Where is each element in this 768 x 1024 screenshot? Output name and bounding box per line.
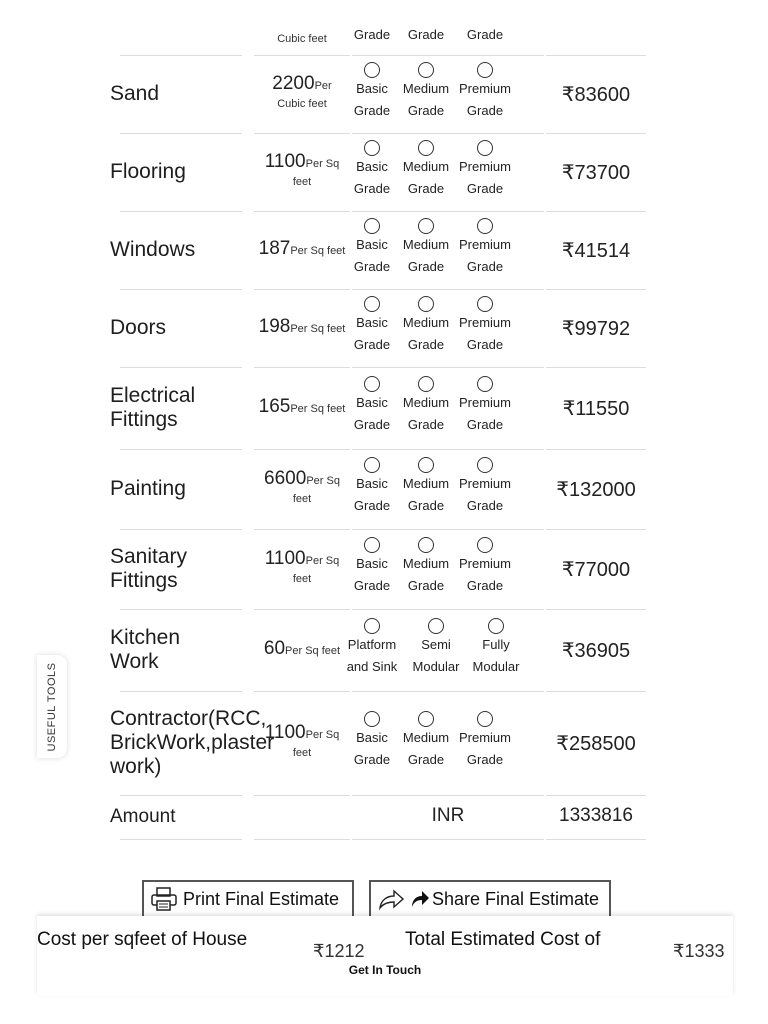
grade-option[interactable] bbox=[395, 711, 457, 771]
rate-value: 1100 bbox=[264, 548, 306, 569]
grade-option-sublabel: Grade bbox=[466, 498, 504, 513]
amount-cell bbox=[546, 450, 646, 530]
rate-value: 60 bbox=[263, 638, 286, 659]
grade-option-label: Premium bbox=[458, 315, 511, 330]
share-estimate-button[interactable] bbox=[369, 880, 611, 918]
rate-unit: Per Sq feet bbox=[290, 403, 346, 415]
rate-value: 187 bbox=[258, 238, 291, 259]
table-row bbox=[120, 0, 646, 56]
cost-per-sqft-label: Cost per sqfeet of House bbox=[37, 929, 248, 950]
grade-options-cell bbox=[346, 610, 544, 692]
item-name: Contractor(RCC, BrickWork,plaster work) bbox=[110, 707, 275, 778]
table-row bbox=[110, 56, 646, 134]
grade-option-sublabel: Grade bbox=[407, 498, 445, 513]
rate-unit: Per Sq bbox=[305, 729, 340, 741]
item-name-cell bbox=[110, 450, 252, 530]
grade-option[interactable] bbox=[341, 618, 403, 678]
table-row bbox=[110, 692, 646, 796]
grade-option-sublabel: Grade bbox=[353, 578, 391, 593]
rate-value: 6600 bbox=[264, 468, 307, 489]
get-in-touch-link[interactable]: Get In Touch bbox=[348, 963, 422, 977]
grade-option-sublabel: Grade bbox=[353, 417, 391, 432]
grade-option[interactable] bbox=[454, 537, 516, 597]
row-divider bbox=[254, 839, 350, 840]
total-label: Amount bbox=[110, 806, 176, 827]
grade-option-label: Premium bbox=[458, 159, 511, 174]
grade-option-sublabel: Grade bbox=[353, 27, 391, 42]
grade-option-label: Basic bbox=[356, 159, 388, 174]
rate-unit: Per Sq feet bbox=[285, 645, 341, 657]
amount-value: ₹36905 bbox=[561, 640, 631, 662]
rate-cell bbox=[254, 290, 350, 368]
radio-button[interactable] bbox=[477, 140, 493, 156]
total-estimated-cost-label: Total Estimated Cost of bbox=[405, 929, 601, 950]
rate-text bbox=[254, 722, 350, 759]
grade-option-label: Medium bbox=[402, 237, 450, 252]
grade-option-sublabel: Grade bbox=[466, 103, 504, 118]
grade-option-label: Semi bbox=[421, 637, 451, 652]
radio-button[interactable] bbox=[418, 140, 434, 156]
grade-option-label: Basic bbox=[356, 476, 388, 491]
amount-cell bbox=[546, 530, 646, 610]
grade-option-sublabel: Grade bbox=[407, 103, 445, 118]
grade-option-label: Basic bbox=[356, 730, 388, 745]
grade-option-label: Premium bbox=[458, 81, 511, 96]
grade-option[interactable] bbox=[395, 24, 457, 46]
grade-option-label: Premium bbox=[458, 556, 511, 571]
table-row bbox=[110, 610, 646, 692]
rate-text bbox=[254, 468, 350, 505]
grade-option-sublabel: Grade bbox=[407, 752, 445, 767]
amount-value: ₹77000 bbox=[561, 559, 631, 581]
rate-unit-line2: feet bbox=[292, 493, 312, 505]
grade-option[interactable] bbox=[454, 711, 516, 771]
radio-button[interactable] bbox=[477, 457, 493, 473]
grade-option-label: Basic bbox=[356, 81, 388, 96]
grade-option[interactable] bbox=[454, 140, 516, 200]
amount-cell bbox=[546, 290, 646, 368]
rate-unit: Per Sq bbox=[305, 555, 340, 567]
grade-option-sublabel: Grade bbox=[353, 181, 391, 196]
grade-option-sublabel: Grade bbox=[353, 103, 391, 118]
grade-option[interactable] bbox=[395, 62, 457, 122]
useful-tools-tab[interactable] bbox=[37, 655, 67, 758]
radio-button[interactable] bbox=[418, 62, 434, 78]
rate-unit: Per Sq feet bbox=[290, 245, 346, 257]
grade-options-cell bbox=[352, 450, 544, 530]
grade-option-label: Medium bbox=[402, 476, 450, 491]
grade-option-label: Premium bbox=[458, 395, 511, 410]
grade-option[interactable] bbox=[395, 140, 457, 200]
grade-option[interactable] bbox=[341, 218, 403, 278]
total-value-cell bbox=[546, 796, 646, 840]
radio-button[interactable] bbox=[428, 618, 444, 634]
table-row bbox=[110, 212, 646, 290]
grade-option-sublabel: Grade bbox=[466, 181, 504, 196]
grade-option[interactable] bbox=[341, 711, 403, 771]
radio-button[interactable] bbox=[477, 62, 493, 78]
radio-button[interactable] bbox=[364, 296, 380, 312]
share-estimate-label: Share Final Estimate bbox=[432, 888, 600, 909]
grade-option[interactable] bbox=[341, 296, 403, 356]
grade-option-label: Medium bbox=[402, 730, 450, 745]
rate-cell bbox=[254, 212, 350, 290]
rate-text bbox=[254, 316, 350, 338]
rate-cell bbox=[254, 450, 350, 530]
rate-cell bbox=[254, 134, 350, 212]
total-row bbox=[110, 796, 646, 840]
rate-text bbox=[254, 73, 350, 110]
radio-button[interactable] bbox=[364, 62, 380, 78]
grade-option-sublabel: Grade bbox=[466, 578, 504, 593]
rate-unit-line2: feet bbox=[292, 176, 312, 188]
radio-button[interactable] bbox=[364, 457, 380, 473]
total-value: 1333816 bbox=[559, 805, 633, 826]
rate-cell bbox=[254, 692, 350, 796]
amount-value: ₹83600 bbox=[561, 84, 631, 106]
grade-option-sublabel: Grade bbox=[353, 752, 391, 767]
item-name-cell bbox=[110, 290, 252, 368]
grade-option-sublabel: Grade bbox=[353, 498, 391, 513]
rate-value: 165 bbox=[258, 396, 291, 417]
total-currency: INR bbox=[431, 805, 465, 826]
grade-option-sublabel: Grade bbox=[466, 417, 504, 432]
rate-unit: Cubic feet bbox=[277, 33, 327, 45]
rate-cell bbox=[254, 530, 350, 610]
amount-value: ₹258500 bbox=[556, 733, 636, 755]
grade-option-sublabel: Grade bbox=[407, 578, 445, 593]
grade-option[interactable] bbox=[454, 376, 516, 436]
grade-option-label: Premium bbox=[458, 237, 511, 252]
amount-cell bbox=[546, 56, 646, 134]
radio-button[interactable] bbox=[418, 376, 434, 392]
item-name-cell bbox=[110, 0, 252, 56]
grade-option-label: Medium bbox=[402, 159, 450, 174]
radio-button[interactable] bbox=[364, 376, 380, 392]
item-name: Flooring bbox=[110, 160, 186, 183]
grade-option-sublabel: Grade bbox=[466, 259, 504, 274]
grade-option[interactable] bbox=[395, 376, 457, 436]
grade-option[interactable] bbox=[405, 618, 467, 678]
grade-option-label: Basic bbox=[356, 395, 388, 410]
row-divider bbox=[546, 839, 646, 840]
grade-option-sublabel: Grade bbox=[353, 259, 391, 274]
grade-option-sublabel: Grade bbox=[466, 752, 504, 767]
print-estimate-label: Print Final Estimate bbox=[183, 888, 340, 909]
cost-per-sqft-value: ₹1212 bbox=[313, 941, 365, 961]
item-name: Kitchen Work bbox=[110, 626, 181, 673]
amount-value: ₹41514 bbox=[561, 240, 631, 262]
rate-unit: Per Sq bbox=[305, 158, 340, 170]
grade-options-cell bbox=[352, 692, 544, 796]
item-name-cell bbox=[110, 134, 252, 212]
table-row bbox=[110, 450, 646, 530]
grade-option[interactable] bbox=[395, 218, 457, 278]
grade-option-label: Premium bbox=[458, 730, 511, 745]
radio-button[interactable] bbox=[488, 618, 504, 634]
radio-button[interactable] bbox=[364, 218, 380, 234]
item-name-cell bbox=[110, 610, 252, 692]
item-name-cell bbox=[110, 368, 252, 450]
radio-button[interactable] bbox=[477, 218, 493, 234]
item-name-cell bbox=[110, 530, 252, 610]
grade-option[interactable] bbox=[395, 296, 457, 356]
rate-unit-line2: feet bbox=[292, 747, 312, 759]
footer-summary-bar bbox=[37, 916, 733, 996]
amount-value: ₹132000 bbox=[556, 479, 636, 501]
grade-option-label: Medium bbox=[402, 395, 450, 410]
row-divider bbox=[352, 839, 544, 840]
grade-option-sublabel: Grade bbox=[407, 259, 445, 274]
amount-value: ₹73700 bbox=[561, 162, 631, 184]
item-name-cell bbox=[110, 212, 252, 290]
useful-tools-label: USEFUL TOOLS bbox=[46, 662, 58, 751]
row-divider bbox=[120, 839, 242, 840]
radio-button[interactable] bbox=[364, 537, 380, 553]
amount-value: ₹99792 bbox=[561, 318, 631, 340]
item-name-cell bbox=[110, 692, 275, 796]
total-estimated-cost-value: ₹1333 bbox=[673, 941, 725, 961]
grade-option[interactable] bbox=[341, 24, 403, 46]
rate-unit: Per bbox=[314, 80, 332, 92]
item-name-cell bbox=[110, 56, 252, 134]
rate-cell bbox=[254, 368, 350, 450]
item-name: Doors bbox=[110, 316, 167, 339]
amount-cell bbox=[546, 610, 646, 692]
grade-option[interactable] bbox=[465, 618, 527, 678]
grade-option-label: Premium bbox=[458, 476, 511, 491]
grade-options-cell bbox=[352, 0, 544, 56]
rate-text bbox=[254, 26, 350, 48]
rate-unit-line2: Cubic feet bbox=[277, 98, 327, 110]
amount-value: ₹11550 bbox=[562, 398, 630, 420]
printer-icon bbox=[150, 886, 178, 912]
radio-button[interactable] bbox=[477, 537, 493, 553]
grade-option-label: Basic bbox=[356, 315, 388, 330]
rate-cell bbox=[254, 0, 350, 56]
item-name: Windows bbox=[110, 238, 196, 261]
total-currency-cell bbox=[352, 796, 544, 840]
table-row bbox=[110, 134, 646, 212]
amount-cell bbox=[546, 692, 646, 796]
grade-option[interactable] bbox=[454, 457, 516, 517]
amount-cell bbox=[546, 368, 646, 450]
grade-option[interactable] bbox=[454, 24, 516, 46]
radio-button[interactable] bbox=[418, 457, 434, 473]
rate-value: 1100 bbox=[264, 722, 306, 743]
grade-options-cell bbox=[352, 134, 544, 212]
grade-option-sublabel: Grade bbox=[407, 27, 445, 42]
rate-text bbox=[254, 548, 350, 585]
grade-option[interactable] bbox=[454, 218, 516, 278]
grade-options-cell bbox=[352, 530, 544, 610]
grade-option-label: Medium bbox=[402, 556, 450, 571]
rate-value: 198 bbox=[258, 316, 291, 337]
grade-option-sublabel: Grade bbox=[466, 27, 504, 42]
radio-button[interactable] bbox=[418, 537, 434, 553]
rate-unit: Per Sq feet bbox=[290, 323, 346, 335]
estimate-table bbox=[110, 0, 646, 842]
grade-options-cell bbox=[352, 368, 544, 450]
rate-unit-line2: feet bbox=[292, 573, 312, 585]
radio-button[interactable] bbox=[477, 376, 493, 392]
grade-option-label: Medium bbox=[402, 81, 450, 96]
radio-button[interactable] bbox=[364, 140, 380, 156]
grade-option[interactable] bbox=[395, 457, 457, 517]
radio-button[interactable] bbox=[418, 711, 434, 727]
rate-text bbox=[254, 151, 350, 188]
grade-option[interactable] bbox=[341, 62, 403, 122]
grade-option-sublabel: Modular bbox=[412, 659, 460, 674]
grade-option[interactable] bbox=[341, 140, 403, 200]
print-estimate-button[interactable] bbox=[142, 880, 354, 918]
grade-option-label: Basic bbox=[356, 556, 388, 571]
table-row bbox=[110, 530, 646, 610]
grade-option-sublabel: and Sink bbox=[346, 659, 398, 674]
radio-button[interactable] bbox=[477, 296, 493, 312]
grade-options-cell bbox=[352, 290, 544, 368]
table-row bbox=[110, 290, 646, 368]
radio-button[interactable] bbox=[364, 711, 380, 727]
rate-value: 2200 bbox=[272, 73, 315, 94]
rate-cell bbox=[254, 56, 350, 134]
item-name: Electrical Fittings bbox=[110, 384, 196, 431]
rate-value: 1100 bbox=[264, 151, 306, 172]
grade-option[interactable] bbox=[454, 296, 516, 356]
grade-option[interactable] bbox=[341, 537, 403, 597]
amount-cell bbox=[546, 134, 646, 212]
grade-option-label: Fully bbox=[482, 637, 510, 652]
rate-text bbox=[254, 638, 350, 660]
rate-text bbox=[254, 238, 350, 260]
radio-button[interactable] bbox=[418, 296, 434, 312]
rate-text bbox=[254, 396, 350, 418]
total-empty-cell bbox=[254, 796, 350, 840]
rate-cell bbox=[254, 610, 350, 692]
grade-option-sublabel: Grade bbox=[353, 337, 391, 352]
total-label-cell bbox=[110, 796, 252, 840]
grade-option-sublabel: Grade bbox=[407, 181, 445, 196]
grade-option[interactable] bbox=[341, 376, 403, 436]
share-icon bbox=[410, 889, 430, 909]
grade-option-sublabel: Grade bbox=[407, 337, 445, 352]
grade-option[interactable] bbox=[341, 457, 403, 517]
amount-cell bbox=[546, 0, 646, 56]
amount-cell bbox=[546, 212, 646, 290]
grade-option-sublabel: Grade bbox=[466, 337, 504, 352]
item-name: Sand bbox=[110, 82, 160, 105]
item-name: Painting bbox=[110, 477, 186, 500]
grade-option[interactable] bbox=[454, 62, 516, 122]
radio-button[interactable] bbox=[418, 218, 434, 234]
grade-option-sublabel: Grade bbox=[407, 417, 445, 432]
share-outline-icon bbox=[377, 886, 405, 912]
radio-button[interactable] bbox=[364, 618, 380, 634]
grade-options-cell bbox=[352, 56, 544, 134]
grade-option-sublabel: Modular bbox=[472, 659, 520, 674]
grade-options-cell bbox=[352, 212, 544, 290]
item-name: Sanitary Fittings bbox=[110, 545, 188, 592]
rate-unit: Per Sq bbox=[306, 475, 340, 487]
grade-option-label: Platform bbox=[347, 637, 397, 652]
grade-option[interactable] bbox=[395, 537, 457, 597]
grade-option-label: Medium bbox=[402, 315, 450, 330]
table-row bbox=[110, 368, 646, 450]
radio-button[interactable] bbox=[477, 711, 493, 727]
grade-option-label: Basic bbox=[356, 237, 388, 252]
